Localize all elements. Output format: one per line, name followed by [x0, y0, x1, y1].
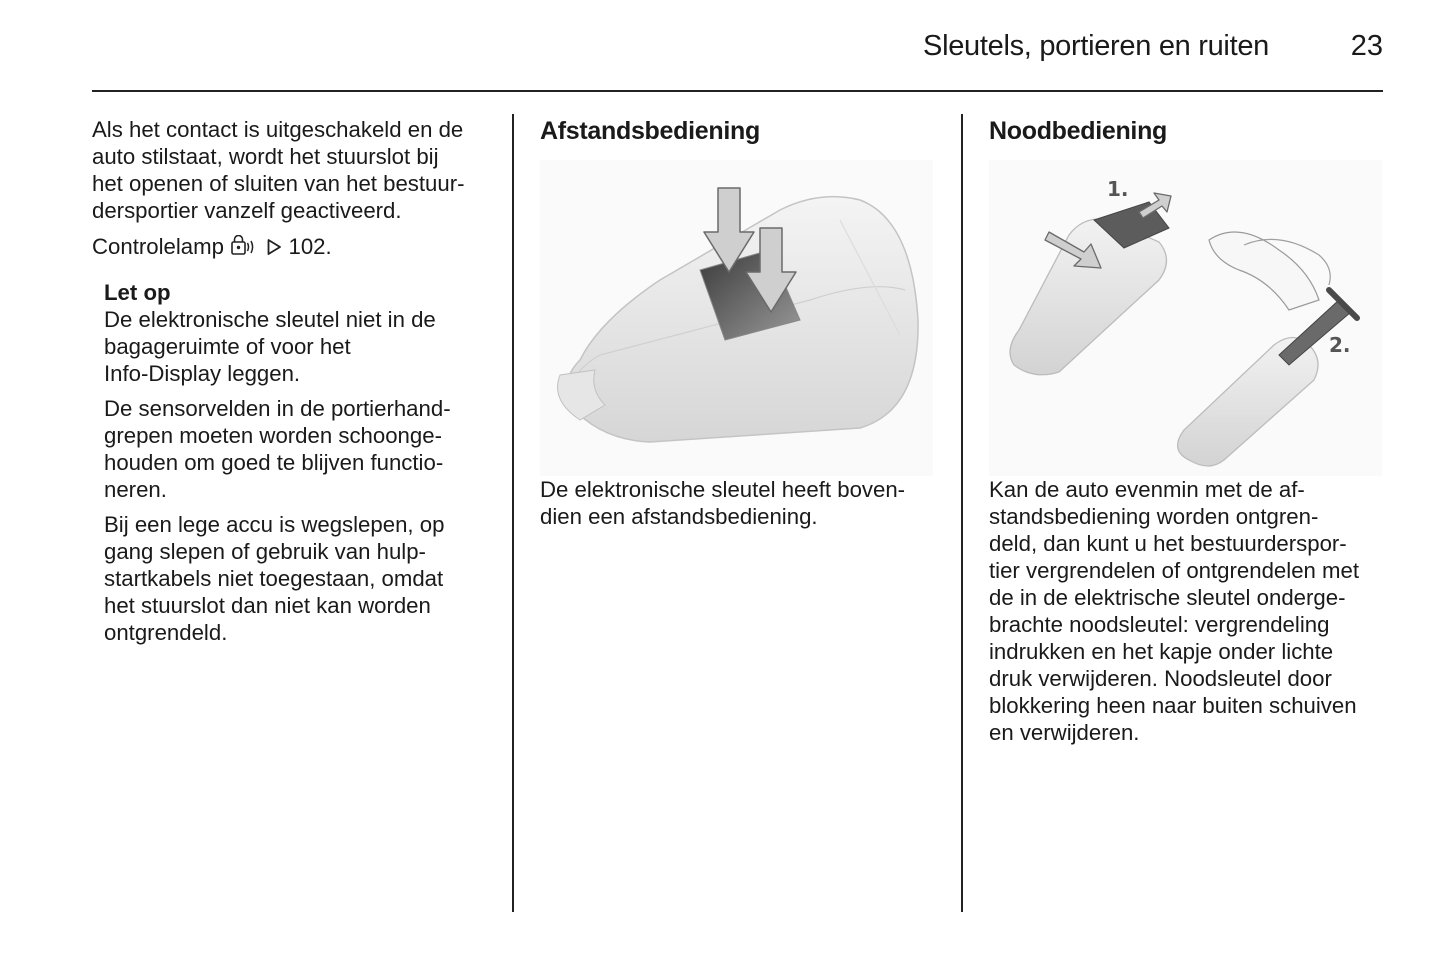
column-middle	[540, 116, 940, 539]
text-line: Info-Display leggen.	[104, 361, 301, 386]
text-line: druk verwijderen. Noodsleutel door	[989, 666, 1332, 691]
text-line: indrukken en het kapje onder lichte	[989, 639, 1334, 664]
control-lamp-label: Controlelamp	[92, 234, 224, 259]
text-line: brachte noodsleutel: vergrendeling	[989, 612, 1330, 637]
section-heading-remote: Afstandsbediening	[540, 117, 760, 145]
note-paragraph	[104, 511, 502, 646]
text-line: houden om goed te blijven functio-	[104, 450, 444, 475]
page-header-title: Sleutels, portieren en ruiten	[923, 30, 1269, 62]
column-left	[92, 116, 502, 654]
text-line: grepen moeten worden schoonge-	[104, 423, 442, 448]
text-line: dien een afstandsbediening.	[540, 504, 818, 529]
remote-key-illustration	[540, 160, 933, 476]
column-right	[989, 116, 1389, 755]
text-line: De sensorvelden in de portierhand-	[104, 396, 451, 421]
note-block	[104, 279, 502, 646]
text-line: bagageruimte of voor het	[104, 334, 351, 359]
steering-lock-icon	[230, 235, 260, 263]
text-line: neren.	[104, 477, 167, 502]
text-line: gang slepen of gebruik van hulp-	[104, 539, 426, 564]
intro-paragraph	[92, 116, 502, 224]
page-reference: 102.	[288, 234, 332, 259]
control-lamp-line	[92, 233, 502, 263]
text-line: auto stilstaat, wordt het stuurslot bij	[92, 144, 439, 169]
emergency-paragraph	[989, 476, 1389, 746]
note-paragraph	[104, 395, 502, 503]
text-line: Kan de auto evenmin met de af-	[989, 477, 1305, 502]
text-line: de in de elektrische sleutel onderge-	[989, 585, 1346, 610]
text-line: startkabels niet toegestaan, omdat	[104, 566, 444, 591]
column-divider-1	[512, 114, 514, 912]
page-reference-arrow-icon	[266, 236, 282, 263]
text-line: het openen of sluiten van het bestuur-	[92, 171, 465, 196]
note-paragraph	[104, 306, 502, 387]
text-line: Als het contact is uitgeschakeld en de	[92, 117, 464, 142]
text-line: deld, dan kunt u het bestuurderspor-	[989, 531, 1347, 556]
text-line: De elektronische sleutel niet in de	[104, 307, 436, 332]
text-line: tier vergrendelen of ontgrendelen met	[989, 558, 1360, 583]
step-2-label: 2.	[1329, 333, 1351, 357]
header-divider	[92, 90, 1383, 92]
text-line: standsbediening worden ontgren-	[989, 504, 1319, 529]
page-number: 23	[1350, 30, 1383, 62]
note-title: Let op	[104, 280, 171, 305]
text-line: blokkering heen naar buiten schuiven	[989, 693, 1357, 718]
text-line: De elektronische sleutel heeft boven-	[540, 477, 906, 502]
column-divider-2	[961, 114, 963, 912]
remote-paragraph	[540, 476, 940, 530]
text-line: dersportier vanzelf geactiveerd.	[92, 198, 402, 223]
section-heading-emergency: Noodbediening	[989, 117, 1168, 145]
text-line: ontgrendeld.	[104, 620, 228, 645]
step-1-label: 1.	[1107, 177, 1129, 201]
text-line: Bij een lege accu is wegslepen, op	[104, 512, 445, 537]
emergency-key-illustration	[989, 160, 1382, 476]
text-line: het stuurslot dan niet kan worden	[104, 593, 431, 618]
text-line: en verwijderen.	[989, 720, 1140, 745]
